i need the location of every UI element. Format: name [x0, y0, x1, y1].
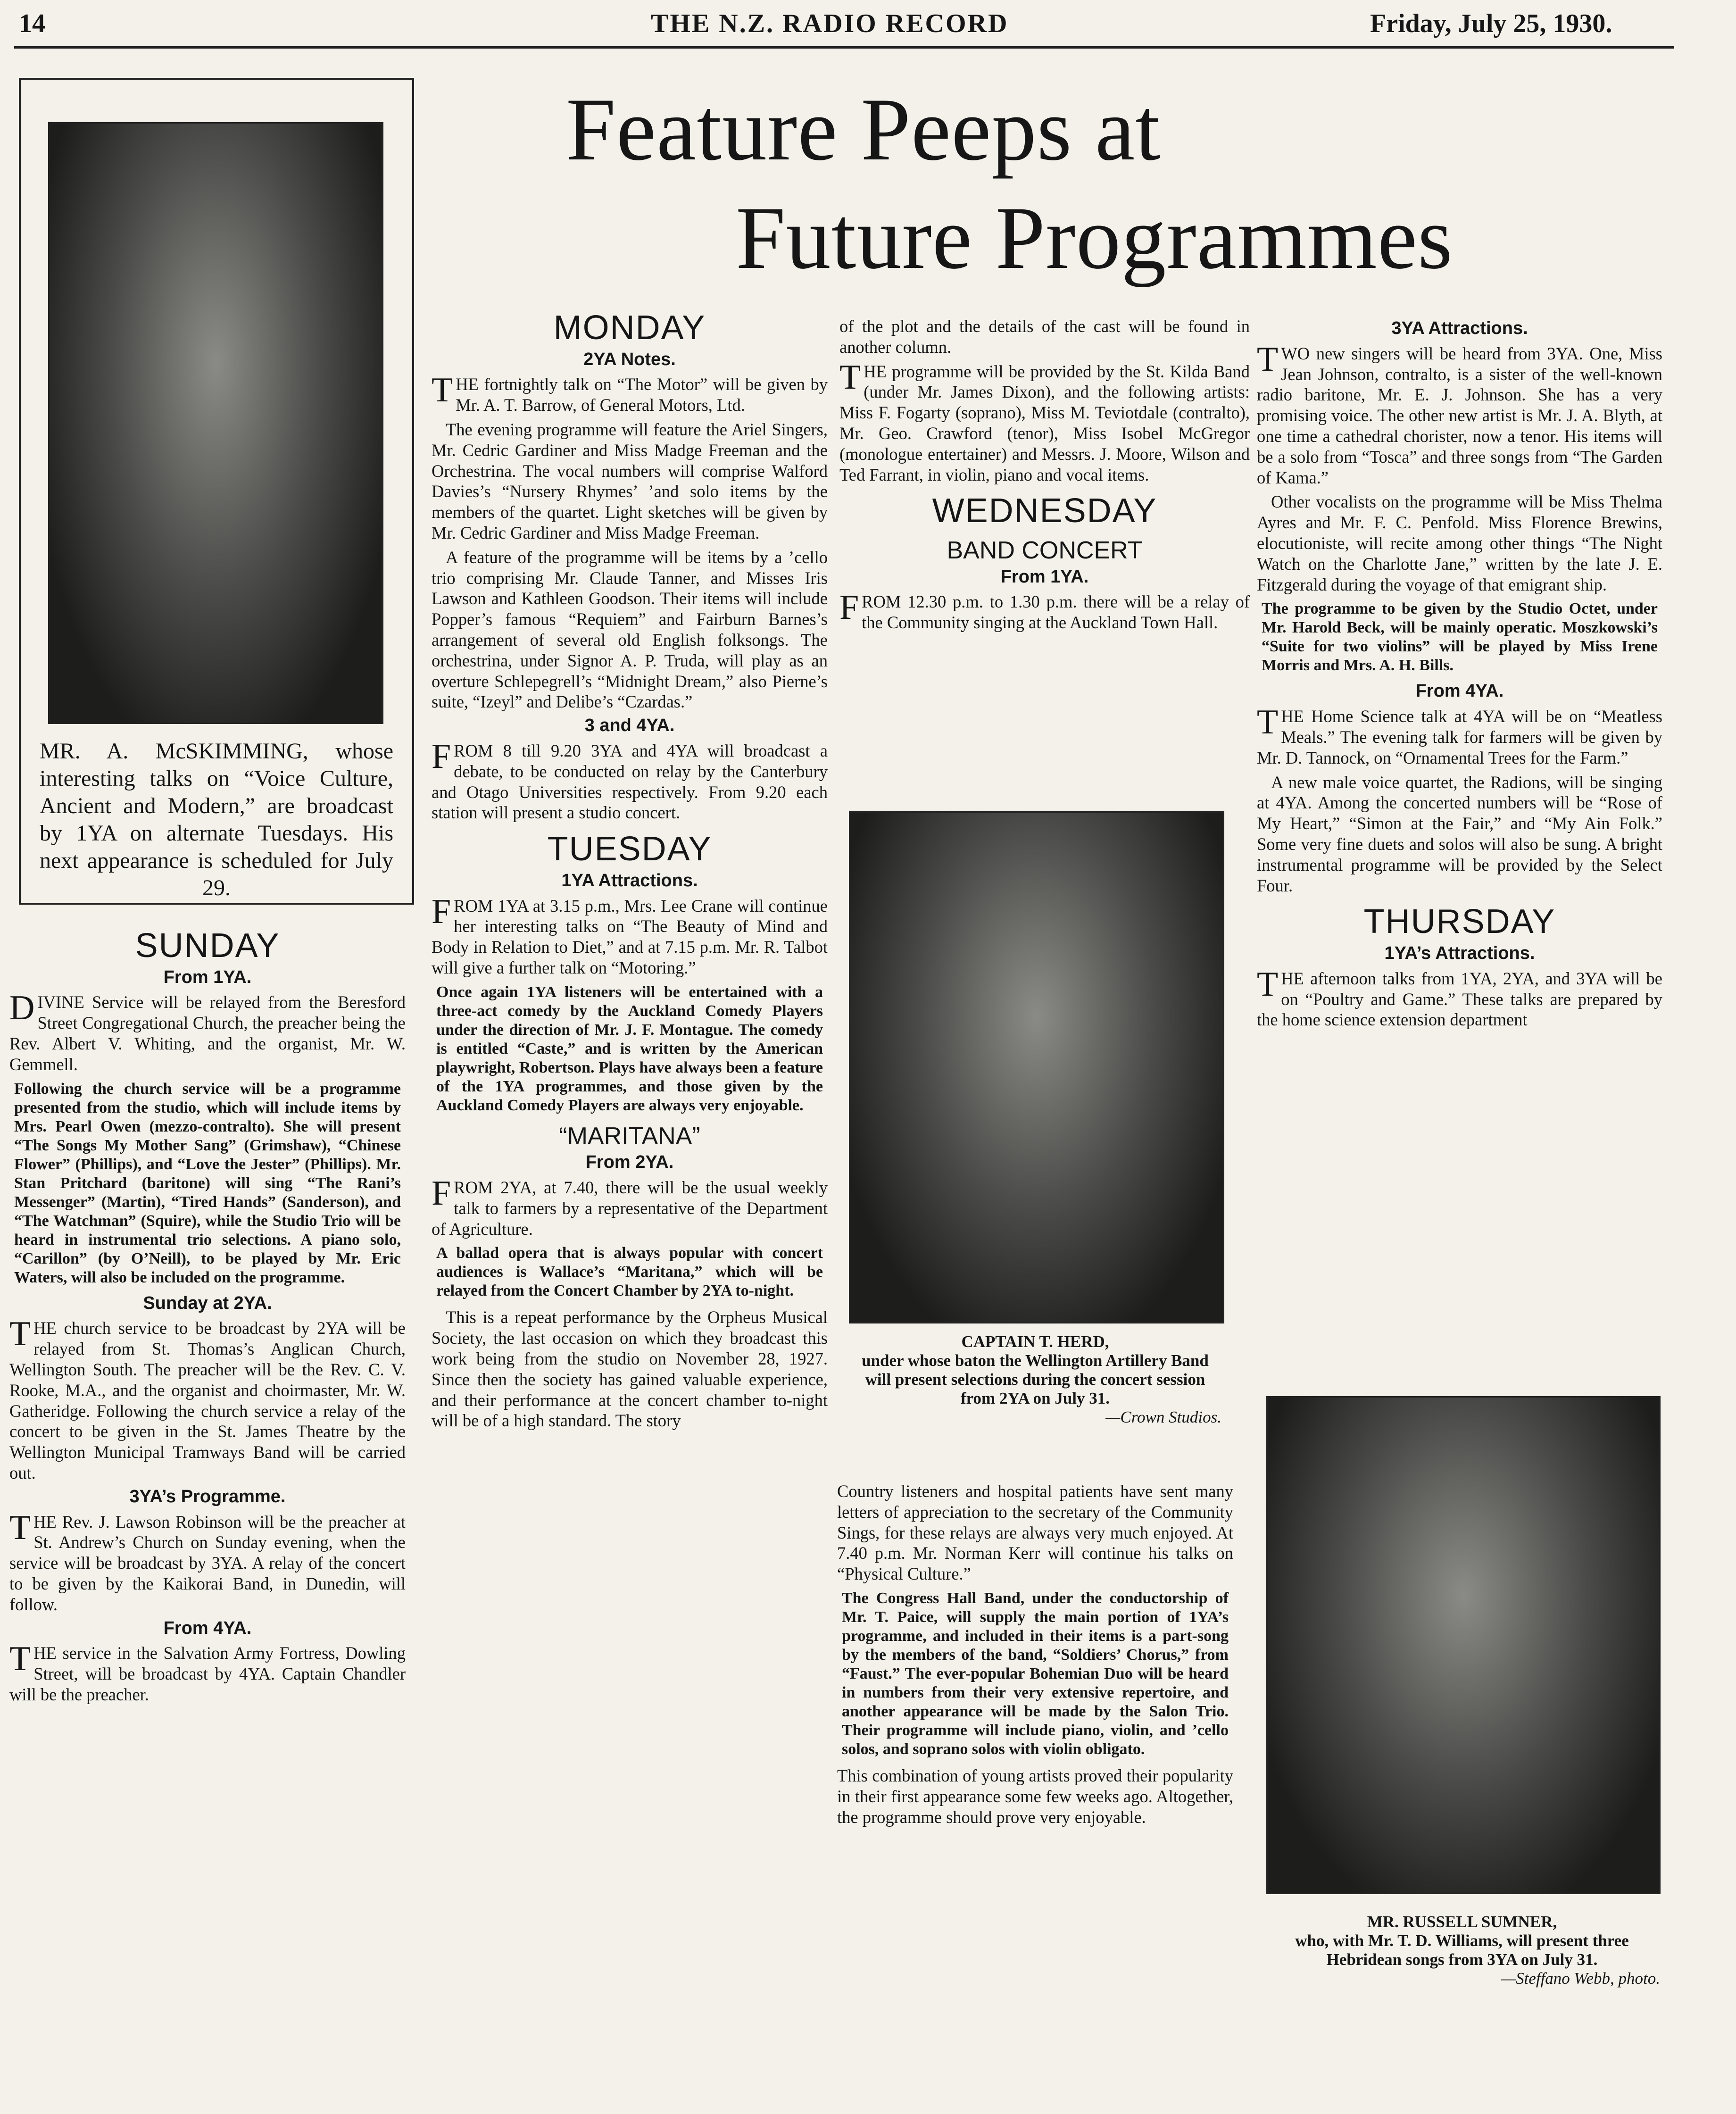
portrait-sumner [1266, 1396, 1661, 1894]
column-wednesday-thursday [1257, 316, 1662, 1034]
heading-wednesday: WEDNESDAY [932, 492, 1157, 530]
paragraph: DIVINE Service will be relayed from the Beresford Street Congregational Church, the preacher being the Rev. Albert V. Whiting, and the organist, Mr. W. Gemmell. [9, 989, 406, 1074]
caption-sumner: who, with Mr. T. D. Williams, will present three Hebridean songs from 3YA on July 31. [1295, 1931, 1629, 1969]
paragraph: A new male voice quartet, the Radions, will be singing at 4YA. Among the concerted numbers will be “Rose of My Heart,” “Simon at the Fair,” and “My Ain Folk.” Some very fine duets and solos will also be sung. A bright instrumental programme will be provided by the Select Four. [1257, 772, 1662, 895]
paragraph: Other vocalists on the programme will be Miss Thelma Ayres and Mr. F. C. Penfold. Miss Florence Brewins, elocutioniste, will recite among other things “The Night Watch on the Charlotte Jane,” written by the late J. E. Fitzgerald during the voyage of that emigrant ship. [1257, 492, 1662, 594]
column-sunday [9, 920, 406, 1709]
heading-monday: MONDAY [553, 309, 706, 347]
credit-sumner: —Steffano Webb, photo. [1501, 1969, 1660, 1988]
masthead: THE N.Z. RADIO RECORD [651, 9, 1009, 38]
subheading-monday-3-4ya: 3 and 4YA. [584, 716, 675, 736]
column-wednesday [839, 316, 1250, 637]
paragraph: THE fortnightly talk on “The Motor” will be given by Mr. A. T. Barrow, of General Motors, Ltd. [432, 371, 828, 415]
heading-maritana: “MARITANA” [559, 1122, 700, 1150]
paragraph: THE programme will be provided by the St. Kilda Band (under Mr. James Dixon), and the following artists: Miss F. Fogarty (soprano), Miss M. Teviotdale (contralto), Mr. Geo. Crawford (tenor), Miss Isobel McGregor (monologue entertainer) and Messrs. J. Moore, Wilson and Ted Farrant, in violin, piano and vocal items. [839, 358, 1250, 484]
credit-herd: —Crown Studios. [1105, 1408, 1221, 1426]
subheading-tuesday-1ya: 1YA Attractions. [561, 870, 698, 891]
paragraph: THE afternoon talks from 1YA, 2YA, and 3YA will be on “Poultry and Game.” These talks are prepared by the home science extension department [1257, 965, 1662, 1030]
caption-name-herd: CAPTAIN T. HERD, [961, 1332, 1109, 1351]
subheading-sunday-2ya: Sunday at 2YA. [143, 1293, 272, 1313]
headline-line1: Feature Peeps at [566, 80, 1161, 179]
paragraph: A feature of the programme will be items by a ’cello trio comprising Mr. Claude Tanner, and Misses Iris Lawson and Kathleen Goodson. Their items will include Popper’s famous “Requiem” and Fairburn Barnes’s arrangement of several old English folksongs. The orchestrina, under Signor A. P. Truda, will play as an overture Schlepegrell’s “Midnight Dream,” also Pierne’s suite, “Izeyl” and Delibe’s “Czardas.” [432, 547, 828, 712]
paragraph: Country listeners and hospital patients have sent many letters of appreciation to the secretary of the Community Sings, for these relays are always very much enjoyed. At 7.40 p.m. Mr. Norman Kerr will continue his talks on “Physical Culture.” [837, 1481, 1233, 1584]
bold-paragraph: The programme to be given by the Studio Octet, under Mr. Harold Beck, will be mainly operatic. Moszkowski’s “Suite for two violins” will be played by Miss Irene Morris and Mrs. A. H. Bills. [1262, 600, 1658, 674]
heading-sunday: SUNDAY [135, 927, 280, 965]
caption-mcskimming: MR. A. McSKIMMING, whose interesting talks on “Voice Culture, Ancient and Modern,” are broadcast by 1YA on alternate Tuesdays. His next appearance is scheduled for July 29. [40, 739, 393, 900]
paragraph: THE service in the Salvation Army Fortress, Dowling Street, will be broadcast by 4YA. Captain Chandler will be the preacher. [9, 1640, 406, 1704]
photo-box-mcskimming [19, 78, 414, 905]
subheading-4ya: From 4YA. [1415, 681, 1504, 701]
subheading-3ya-attractions: 3YA Attractions. [1391, 318, 1528, 338]
header-rule [14, 46, 1674, 49]
issue-date: Friday, July 25, 1930. [1370, 9, 1612, 38]
column-monday [432, 302, 828, 1435]
heading-tuesday: TUESDAY [547, 830, 712, 868]
subheading-sunday-1ya: From 1YA. [163, 967, 252, 987]
page-number: 14 [19, 9, 45, 38]
caption-name-sumner: MR. RUSSELL SUMNER, [1367, 1913, 1557, 1931]
portrait-mcskimming [48, 122, 383, 724]
paragraph: THE Rev. J. Lawson Robinson will be the preacher at St. Andrew’s Church on Sunday evening, when the service will be broadcast by 3YA. A relay of the concert to be given by the Kaikorai Band, in Dunedin, will follow. [9, 1508, 406, 1614]
paragraph: FROM 1YA at 3.15 p.m., Mrs. Lee Crane will continue her interesting talks on “The Beauty of Mind and Body in Relation to Diet,” and at 7.15 p.m. Mr. R. Talbot will give a further talk on “Motoring.” [432, 892, 828, 977]
portrait-herd [849, 811, 1224, 1323]
paragraph: THE Home Science talk at 4YA will be on “Meatless Meals.” The evening talk for farmers will be given by Mr. D. Tannock, on “Ornamental Trees for the Farm.” [1257, 703, 1662, 767]
subheading-maritana-2ya: From 2YA. [585, 1152, 674, 1173]
subheading-band-concert: BAND CONCERT [947, 536, 1143, 564]
paragraph: This combination of young artists proved their popularity in their first appearance some few weeks ago. Altogether, the programme should prove very enjoyable. [837, 1765, 1233, 1827]
paragraph: This is a repeat performance by the Orpheus Musical Society, the last occasion on which they broadcast this work being from the studio on November 28, 1927. Since then the society has gained valuable experience, and their performance at the concert chamber to-night will be of a high standard. The story [432, 1307, 828, 1431]
caption-block-sumner [1264, 1913, 1660, 1988]
subheading-sunday-4ya: From 4YA. [163, 1618, 252, 1638]
subheading-thursday-1ya: 1YA’s Attractions. [1384, 943, 1535, 963]
heading-thursday: THURSDAY [1363, 903, 1556, 941]
caption-block-herd [849, 1332, 1221, 1427]
subheading-sunday-3ya: 3YA’s Programme. [129, 1486, 286, 1506]
paragraph: THE church service to be broadcast by 2YA will be relayed from St. Thomas’s Anglican Church, Wellington South. The preacher will be the Rev. C. V. Rooke, M.A., and the organist and choirmaster, Mr. W. Gatheridge. Following the church service a relay of the concert to be given in the St. James Theatre by the Wellington Municipal Tramways Band will be carried out. [9, 1315, 406, 1482]
bold-paragraph: Following the church service will be a programme presented from the studio, which will include items by Mrs. Pearl Owen (mezzo-contralto). She will present “The Songs My Mother Sang” (Grimshaw), “Chinese Flower” (Phillips), and “Love the Jester” (Phillips). Mr. Stan Pritchard (baritone) will sing “The Rani’s Messenger” (Martin), “Tired Hands” (Sanderson), and “The Watchman” (Squire), while the Studio Trio will be heard in instrumental trio selections. A piano solo, “Carillon” (by O’Neill), to be played by Mr. Eric Waters, will also be included on the programme. [14, 1080, 401, 1286]
column-wednesday-cont [837, 1481, 1233, 1831]
paragraph: FROM 12.30 p.m. to 1.30 p.m. there will be a relay of the Community singing at the Auckland Town Hall. [839, 588, 1250, 633]
subheading-monday-2ya: 2YA Notes. [583, 349, 676, 369]
subheading-wednesday-1ya: From 1YA. [1000, 566, 1089, 587]
caption-herd: under whose baton the Wellington Artillery Band will present selections during the concert session from 2YA on July 31. [862, 1351, 1209, 1407]
paragraph: FROM 2YA, at 7.40, there will be the usual weekly talk to farmers by a representative of the Department of Agriculture. [432, 1174, 828, 1239]
bold-paragraph: A ballad opera that is always popular with concert audiences is Wallace’s “Maritana,” which will be relayed from the Concert Chamber by 2YA to-night. [436, 1244, 823, 1300]
paragraph: The evening programme will feature the Ariel Singers, Mr. Cedric Gardiner and Miss Madge Freeman and the Orchestrina. The vocal numbers will comprise Walford Davies’s “Nursery Rhymes’ ’and solo items by the members of the quartet. Light sketches will be given by Mr. Cedric Gardiner and Miss Madge Freeman. [432, 419, 828, 542]
paragraph: of the plot and the details of the cast will be found in another column. [839, 316, 1250, 357]
paragraph: FROM 8 till 9.20 3YA and 4YA will broadcast a debate, to be conducted on relay by the Canterbury and Otago Universities respectively. From 9.20 each station will present a studio concert. [432, 737, 828, 823]
paragraph: TWO new singers will be heard from 3YA. One, Miss Jean Johnson, contralto, is a sister of the well-known radio baritone, Mr. E. J. Johnson. She has a very promising voice. The other new artist is Mr. J. A. Blyth, at one time a cathedral chorister, now a tenor. His items will be a solo from “Tosca” and three songs from “The Garden of Kama.” [1257, 340, 1662, 487]
bold-paragraph: The Congress Hall Band, under the conductorship of Mr. T. Paice, will supply the main portion of 1YA’s programme, and included in their items is a part-song by the members of the band, “Soldiers’ Chorus,” from “Faust.” The ever-popular Bohemian Duo will be heard in numbers from their very extensive repertoire, and another appearance will be made by the Salon Trio. Their programme will include piano, violin, and ’cello solos, and soprano solos with violin obligato. [842, 1589, 1229, 1758]
headline-line2: Future Programmes [736, 189, 1453, 288]
bold-paragraph: Once again 1YA listeners will be entertained with a three-act comedy by the Auckland Comedy Players under the direction of Mr. J. F. Montague. The comedy is entitled “Caste,” and is written by the American playwright, Robertson. Plays have always been a feature of the 1YA programmes, and those given by the Auckland Comedy Players are always very enjoyable. [436, 983, 823, 1114]
